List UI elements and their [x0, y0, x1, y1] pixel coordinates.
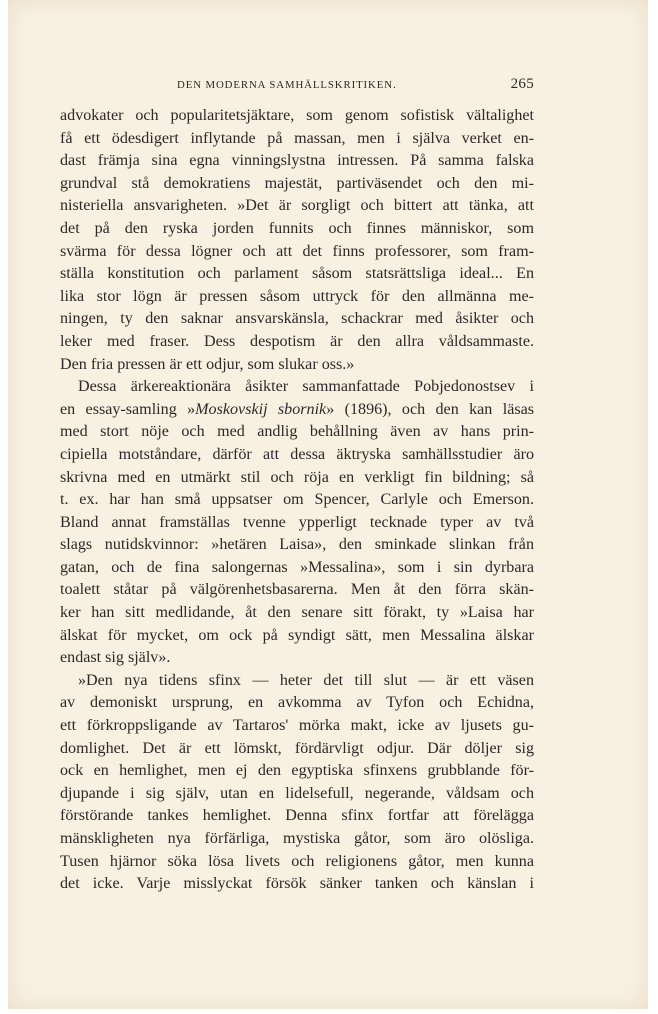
text-line: gatan, och de fina salongernas »Messalina», som i sin dyrbara: [60, 558, 534, 576]
text-line: toalett ståtar på välgörenhetsbasarerna. Men åt den förra skän-: [60, 581, 534, 599]
text-line: ningen, ty den saknar ansvarskänsla, schackrar med åsikter och: [60, 310, 534, 328]
text-line: ker han sitt medlidande, åt den senare sitt förakt, ty »Laisa har: [60, 604, 534, 622]
text-line: Den fria pressen är ett odjur, som slukar oss.»: [60, 355, 355, 373]
book-title: Moskovskij sbornik: [195, 400, 327, 418]
text-line: djupande i sig själv, utan en lidelsefull, negerande, våldsam och: [60, 784, 534, 802]
text-line: mänskligheten nya förfärliga, mystiska gåtor, som äro olösliga.: [60, 830, 534, 847]
text-line: älskat för mycket, om ock på syndigt sätt, men Messalina älskar: [60, 626, 534, 644]
text-line: svärma för dessa lögner och att det finns professorer, som fram-: [60, 242, 534, 260]
text-line: det på den ryska jorden funnits och finnes människor, som: [60, 219, 534, 237]
text-line: dast främja sina egna vinningslystna intressen. På samma falska: [60, 152, 534, 170]
text-segment: en essay-samling »: [60, 400, 196, 418]
text-line: slags nutidskvinnor: »hetären Laisa», den sminkade slinkan från: [60, 536, 534, 554]
page-margin: [648, 0, 658, 1014]
text-line: ställa konstitution och parlament såsom statsrättsliga ideal... En: [60, 265, 534, 283]
page-header: [60, 76, 534, 96]
text-line: skrivna med en utmärkt stil och röja en verkligt fin bildning; så: [60, 468, 534, 486]
text-line: få ett ödesdigert inflytande på massan, men i själva verket en-: [60, 129, 534, 147]
text-line: Tusen hjärnor söka lösa livets och religionens gåtor, men kunna: [60, 852, 534, 870]
text-line: ock en hemlighet, men ej den egyptiska sfinxens grubblande för-: [60, 762, 534, 780]
running-head: DEN MODERNA SAMHÄLLSKRITIKEN.: [177, 79, 397, 91]
body-text: [60, 105, 534, 896]
text-line: advokater och popularitetsjäktare, som genom sofistisk vältalighet: [60, 107, 534, 124]
text-segment: » (1896), och den kan läsas: [326, 400, 535, 418]
page-number: 265: [510, 76, 534, 92]
text-line: av demoniskt ursprung, en avkomma av Tyfon och Echidna,: [60, 694, 534, 712]
text-line: Dessa ärkereaktionära åsikter sammanfattade Pobjedonostsev i: [78, 378, 534, 396]
text-line: det icke. Varje misslyckat försök sänker tanken och känslan i: [60, 875, 534, 893]
text-line: leker med fraser. Dess despotism är den allra våldsammaste.: [60, 332, 534, 350]
text-line: grundval stå demokratiens majestät, partiväsendet och den mi-: [60, 174, 534, 192]
text-line: förstörande tankes hemlighet. Denna sfinx fortfar att förelägga: [60, 807, 534, 825]
text-line: lika stor lögn är pressen såsom uttryck för den allmänna me-: [60, 287, 534, 305]
text-line: nisteriella ansvarigheten. »Det är sorgligt och bittert att tänka, att: [60, 197, 534, 215]
text-line: »Den nya tidens sfinx — heter det till slut — är ett väsen: [78, 671, 534, 689]
text-line: Bland annat framställas tvenne ypperligt tecknade typer av två: [60, 513, 534, 531]
text-line-with-title: [60, 399, 534, 422]
text-line: endast sig själv».: [60, 649, 171, 667]
text-line: domlighet. Det är ett lömskt, fördärvligt odjur. Där döljer sig: [60, 739, 534, 757]
text-line: med stort nöje och med andlig behållning även av hans prin-: [60, 423, 534, 441]
text-line: ett förkroppsligande av Tartaros' mörka makt, icke av ljusets gu-: [60, 717, 534, 735]
text-line: t. ex. har han små uppsatser om Spencer, Carlyle och Emerson.: [60, 491, 534, 509]
text-line: cipiella motståndare, därför att dessa äktryska samhällsstudier äro: [60, 445, 534, 463]
